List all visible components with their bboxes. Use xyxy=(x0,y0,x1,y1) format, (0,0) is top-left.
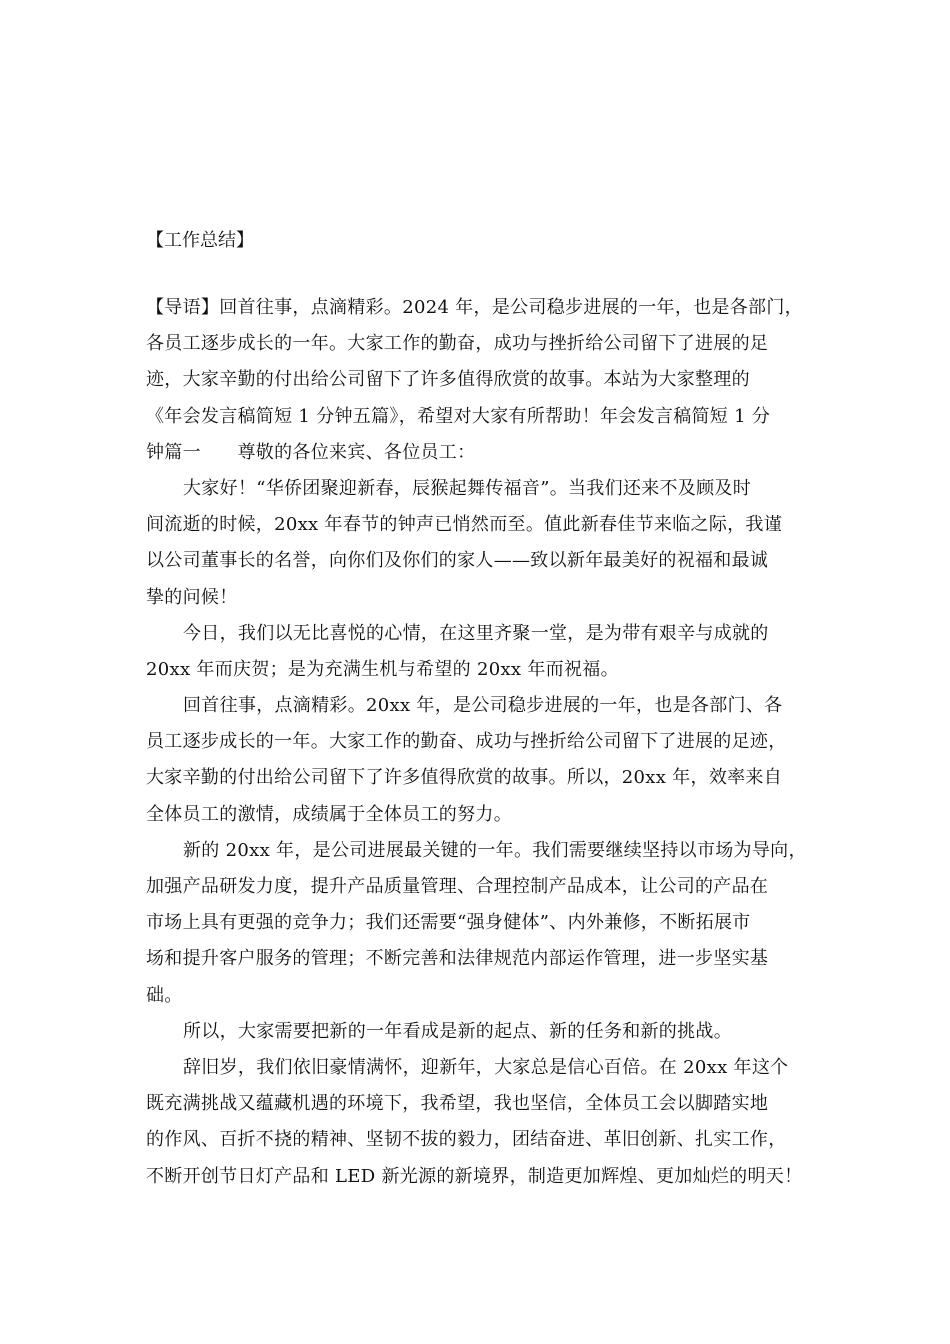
text-line: 迹，大家辛勤的付出给公司留下了许多值得欣赏的故事。本站为大家整理的 xyxy=(146,369,750,391)
text-line: 础。 xyxy=(146,984,183,1006)
text-line: 各员工逐步成长的一年。大家工作的勤奋，成功与挫折给公司留下了进展的足 xyxy=(146,333,769,355)
text-line: 《年会发言稿简短 1 分钟五篇》，希望对大家有所帮助！年会发言稿简短 1 分 xyxy=(146,405,771,427)
text-line: 20xx 年而庆贺；是为充满生机与希望的 20xx 年而祝福。 xyxy=(146,658,619,680)
text-line: 以公司董事长的名誉，向你们及你们的家人——致以新年最美好的祝福和最诚 xyxy=(146,550,769,572)
text-line: 市场上具有更强的竞争力；我们还需要“强身健体”、内外兼修，不断拓展市 xyxy=(146,912,751,934)
text-line: 今日，我们以无比喜悦的心情，在这里齐聚一堂，是为带有艰辛与成就的 xyxy=(183,622,769,644)
text-line: 【导语】回首往事，点滴精彩。2024 年，是公司稳步进展的一年，也是各部门， xyxy=(146,297,803,318)
text-line: 所以，大家需要把新的一年看成是新的起点、新的任务和新的挑战。 xyxy=(183,1020,732,1042)
text-line: 不断开创节日灯产品和 LED 新光源的新境界，制造更加辉煌、更加灿烂的明天！ xyxy=(146,1165,803,1187)
document-heading: 【工作总结】 xyxy=(146,230,254,251)
text-line: 大家辛勤的付出给公司留下了许多值得欣赏的故事。所以，20xx 年，效率来自 xyxy=(146,767,783,789)
text-line: 加强产品研发力度，提升产品质量管理、合理控制产品成本，让公司的产品在 xyxy=(146,876,769,897)
text-line: 回首往事，点滴精彩。20xx 年，是公司稳步进展的一年，也是各部门、各 xyxy=(183,695,783,717)
text-line: 新的 20xx 年，是公司进展最关键的一年。我们需要继续坚持以市场为导向， xyxy=(183,839,807,861)
text-line: 辞旧岁，我们依旧豪情满怀，迎新年，大家总是信心百倍。在 20xx 年这个 xyxy=(183,1056,789,1078)
text-line: 钟篇一 尊敬的各位来宾、各位员工： xyxy=(146,441,476,463)
document-body xyxy=(146,290,826,1195)
text-line: 间流逝的时候，20xx 年春节的钟声已悄然而至。值此新春佳节来临之际，我谨 xyxy=(146,514,783,536)
text-line: 员工逐步成长的一年。大家工作的勤奋、成功与挫折给公司留下了进展的足迹， xyxy=(146,731,787,753)
text-line: 的作风、百折不挠的精神、坚韧不拔的毅力，团结奋进、革旧创新、扎实工作， xyxy=(146,1129,787,1151)
text-line: 场和提升客户服务的管理；不断完善和法律规范内部运作管理，进一步坚实基 xyxy=(146,948,769,970)
text-line: 既充满挑战又蕴藏机遇的环境下，我希望，我也坚信，全体员工会以脚踏实地 xyxy=(146,1093,769,1115)
text-line: 大家好！“华侨团聚迎新春，辰猴起舞传福音”。当我们还来不及顾及时 xyxy=(183,477,752,499)
text-line: 挚的问候！ xyxy=(146,586,238,608)
text-line: 全体员工的激情，成绩属于全体员工的努力。 xyxy=(146,803,512,825)
